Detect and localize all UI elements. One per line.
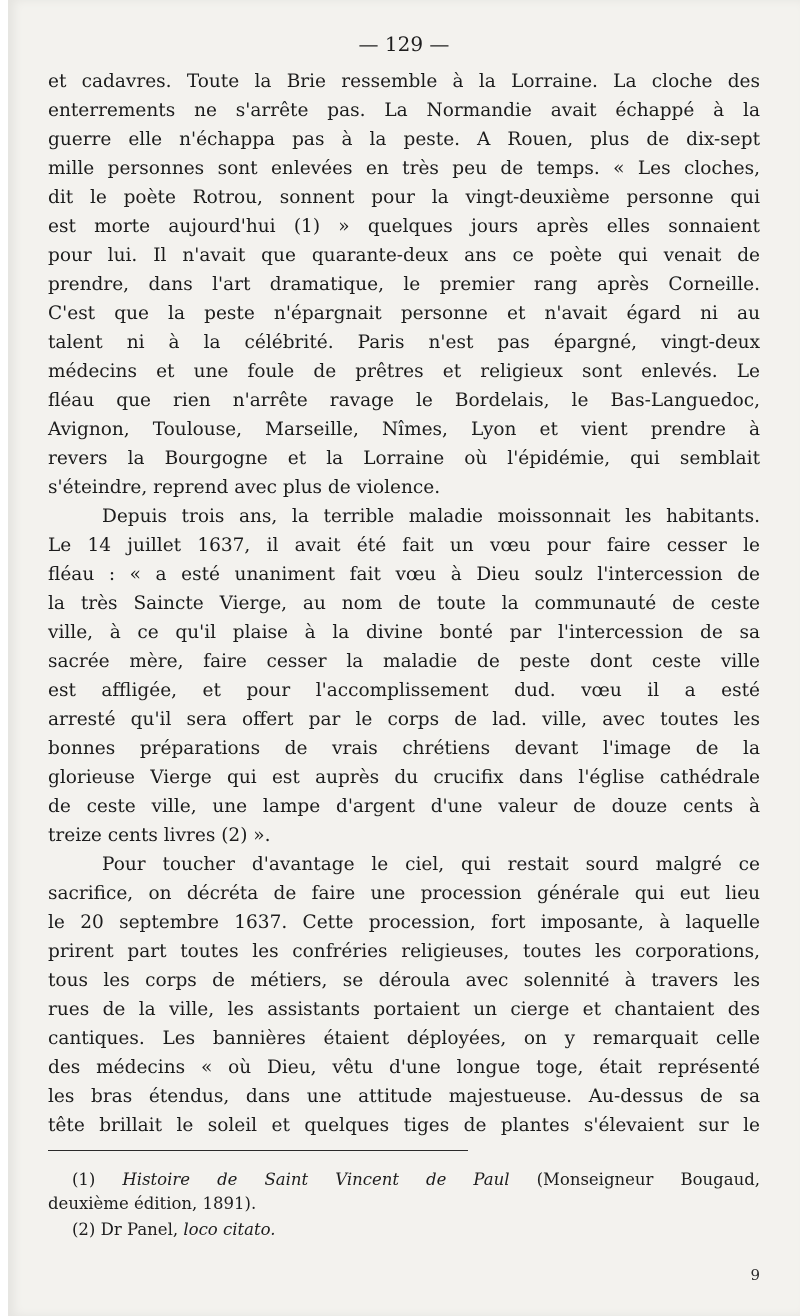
- text-line: sacrifice, on décréta de faire une procession générale qui eut lieu: [48, 883, 760, 904]
- text-line: mille personnes sont enlevées en très peu de temps. « Les cloches,: [48, 158, 760, 179]
- text-line: revers la Bourgogne et la Lorraine où l'épidémie, qui semblait: [48, 448, 760, 469]
- footnote-line: [48, 1168, 760, 1192]
- footnote-2: [48, 1218, 760, 1242]
- text-line: de ceste ville, une lampe d'argent d'une valeur de douze cents à: [48, 796, 760, 817]
- text-line: ville, à ce qu'il plaise à la divine bonté par l'intercession de sa: [48, 622, 760, 643]
- text-line: Avignon, Toulouse, Marseille, Nîmes, Lyon et vient prendre à: [48, 419, 760, 440]
- text-line: arresté qu'il sera offert par le corps de lad. ville, avec toutes les: [48, 709, 760, 730]
- text-line: les bras étendus, dans une attitude majestueuse. Au-dessus de sa: [48, 1086, 760, 1107]
- text-line: Pour toucher d'avantage le ciel, qui restait sourd malgré ce: [102, 854, 760, 875]
- paragraph-2: [48, 502, 760, 850]
- footnote-1: [48, 1168, 760, 1216]
- text-line: sacrée mère, faire cesser la maladie de peste dont ceste ville: [48, 651, 760, 672]
- text-line: la très Saincte Vierge, au nom de toute la communauté de ceste: [48, 593, 760, 614]
- paragraph-1: [48, 67, 760, 502]
- footnote-marker: (1): [72, 1170, 96, 1189]
- footnote-ref: loco citato.: [183, 1220, 276, 1239]
- text-line: talent ni à la célébrité. Paris n'est pas épargné, vingt-deux: [48, 332, 760, 353]
- footnotes: [48, 1168, 760, 1242]
- text-line: fléau que rien n'arrête ravage le Bordelais, le Bas-Languedoc,: [48, 390, 760, 411]
- text-line: dit le poète Rotrou, sonnent pour la vingt-deuxième personne qui: [48, 187, 760, 208]
- text-line: C'est que la peste n'épargnait personne et n'avait égard ni au: [48, 303, 760, 324]
- text-line: est affligée, et pour l'accomplissement dud. vœu il a esté: [48, 680, 760, 701]
- footnote-title: Histoire de Saint Vincent de Paul: [122, 1170, 510, 1189]
- footnote-line: deuxième édition, 1891).: [48, 1194, 257, 1213]
- text-line: pour lui. Il n'avait que quarante-deux ans ce poète qui venait de: [48, 245, 760, 266]
- text-line: et cadavres. Toute la Brie ressemble à la Lorraine. La cloche des: [48, 71, 760, 92]
- text-line: tête brillait le soleil et quelques tiges de plantes s'élevaient sur le: [48, 1115, 760, 1136]
- text-line: médecins et une foule de prêtres et religieux sont enlevés. Le: [48, 361, 760, 382]
- text-line: treize cents livres (2) ».: [48, 825, 271, 846]
- text-line: prendre, dans l'art dramatique, le premier rang après Corneille.: [48, 274, 760, 295]
- text-line: le 20 septembre 1637. Cette procession, fort imposante, à laquelle: [48, 912, 760, 933]
- text-line: est morte aujourd'hui (1) » quelques jours après elles sonnaient: [48, 216, 760, 237]
- text-line: bonnes préparations de vrais chrétiens devant l'image de la: [48, 738, 760, 759]
- footnote-author: Dr Panel,: [100, 1220, 179, 1239]
- text-line: Le 14 juillet 1637, il avait été fait un vœu pour faire cesser le: [48, 535, 760, 556]
- text-line: des médecins « où Dieu, vêtu d'une longue toge, était représenté: [48, 1057, 760, 1078]
- body-text: [48, 67, 760, 1140]
- text-line: fléau : « a esté unaniment fait vœu à Dieu soulz l'intercession de: [48, 564, 760, 585]
- page-number-header: — 129 —: [358, 32, 450, 56]
- text-line: s'éteindre, reprend avec plus de violence.: [48, 477, 441, 498]
- footnote-text: (Monseigneur Bougaud,: [536, 1170, 760, 1189]
- folio-number: 9: [750, 1266, 760, 1284]
- paragraph-3: [48, 850, 760, 1140]
- text-line: glorieuse Vierge qui est auprès du crucifix dans l'église cathédrale: [48, 767, 760, 788]
- page: [8, 0, 800, 1316]
- text-line: tous les corps de métiers, se déroula avec solennité à travers les: [48, 970, 760, 991]
- text-line: prirent part toutes les confréries religieuses, toutes les corporations,: [48, 941, 760, 962]
- footnote-marker: (2): [72, 1220, 96, 1239]
- text-line: rues de la ville, les assistants portaient un cierge et chantaient des: [48, 999, 760, 1020]
- text-line: cantiques. Les bannières étaient déployées, on y remarquait celle: [48, 1028, 760, 1049]
- text-line: Depuis trois ans, la terrible maladie moissonnait les habitants.: [102, 506, 760, 527]
- footnote-divider: [48, 1150, 468, 1151]
- text-line: enterrements ne s'arrête pas. La Normandie avait échappé à la: [48, 100, 760, 121]
- text-line: guerre elle n'échappa pas à la peste. A Rouen, plus de dix-sept: [48, 129, 760, 150]
